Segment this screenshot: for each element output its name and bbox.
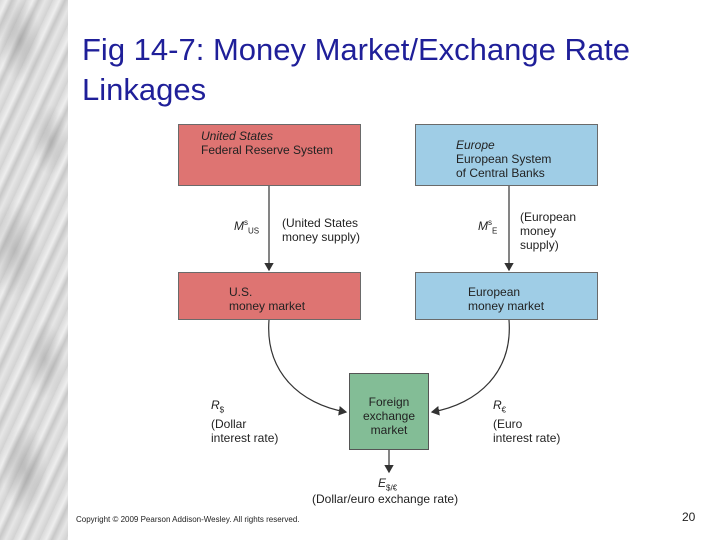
- arrow-us-market-to-fx: [269, 320, 346, 412]
- exchange-rate-symbol: $E_{\$/€}$: [378, 476, 398, 493]
- copyright-notice: Copyright © 2009 Pearson Addison-Wesley. All rights reserved.: [76, 515, 300, 524]
- exchange-rate-label: (Dollar/euro exchange rate): [312, 492, 459, 506]
- european-central-banks-box: [415, 124, 598, 186]
- us-market-line1: U.S.: [229, 285, 253, 299]
- dollar-interest-rate-label: $R_{\$}$ (Dollar interest rate): [211, 398, 279, 446]
- us-fed-line1: United States: [201, 129, 274, 143]
- us-money-market-box: [178, 272, 361, 320]
- eu-money-supply-symbol: $M^s_E$: [478, 218, 498, 236]
- ecb-line3: of Central Banks: [456, 166, 545, 180]
- euro-interest-rate-label: $R_€$ (Euro interest rate): [493, 398, 561, 446]
- ecb-line2: European System: [456, 152, 552, 166]
- page-number: 20: [682, 510, 696, 524]
- european-money-market-box: [415, 272, 598, 320]
- eu-market-line2: money market: [468, 299, 545, 313]
- fx-line3: market: [370, 423, 408, 437]
- fx-line1: Foreign: [368, 395, 410, 409]
- ecb-line1: Europe: [456, 138, 495, 152]
- us-money-supply-label: (United States money supply): [282, 216, 361, 244]
- foreign-exchange-market-box: [349, 373, 429, 450]
- eu-money-supply-label: (European money supply): [520, 210, 577, 252]
- us-market-line2: money market: [229, 299, 306, 313]
- us-federal-reserve-box: [178, 124, 361, 186]
- fx-line2: exchange: [362, 409, 416, 423]
- us-fed-line2: Federal Reserve System: [201, 143, 334, 157]
- slide-title: Fig 14-7: Money Market/Exchange Rate Linkages: [82, 32, 630, 107]
- us-money-supply-symbol: $M^s_{US}$: [234, 218, 260, 236]
- eu-market-line1: European: [468, 285, 521, 299]
